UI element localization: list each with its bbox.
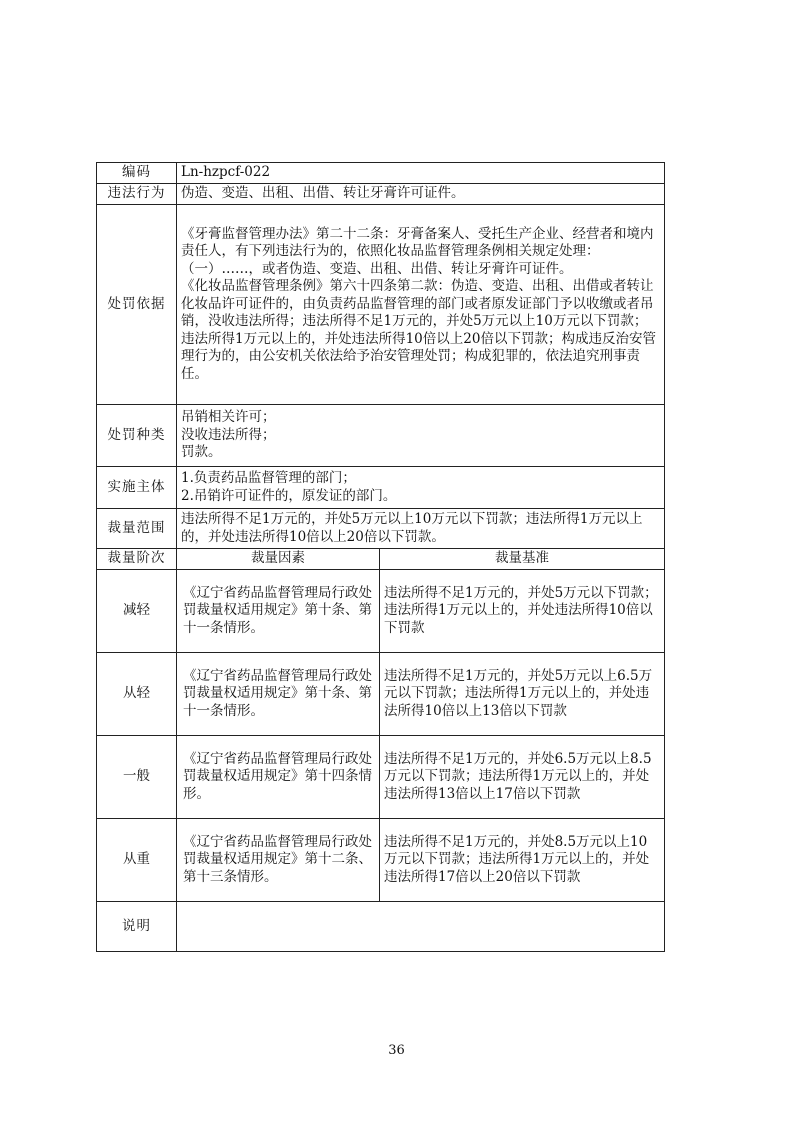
list-item: 罚款。 bbox=[181, 444, 222, 461]
basis-text bbox=[177, 205, 665, 405]
level-label: 从重 bbox=[97, 819, 177, 902]
violation-value: 伪造、变造、出租、出借、转让牙膏许可证件。 bbox=[177, 184, 665, 205]
level-label: 一般 bbox=[97, 736, 177, 819]
levels-header-row bbox=[97, 549, 665, 570]
level-standard: 违法所得不足1万元的，并处5万元以上6.5万元以下罚款；违法所得1万元以上的，并处违法所得10倍以上13倍以下罚款 bbox=[380, 653, 665, 736]
factor-column-header: 裁量因素 bbox=[177, 549, 380, 570]
level-factor: 《辽宁省药品监督管理局行政处罚裁量权适用规定》第十条、第十一条情形。 bbox=[177, 653, 380, 736]
level-label: 减轻 bbox=[97, 570, 177, 653]
level-standard: 违法所得不足1万元的，并处5万元以下罚款；违法所得1万元以上的，并处违法所得10倍以下罚款 bbox=[380, 570, 665, 653]
basis-label: 处罚依据 bbox=[97, 205, 177, 405]
basis-row bbox=[97, 205, 665, 405]
level-standard: 违法所得不足1万元的，并处8.5万元以上10万元以下罚款；违法所得1万元以上的，并处违法所得17倍以上20倍以下罚款 bbox=[380, 819, 665, 902]
range-label: 裁量范围 bbox=[97, 509, 177, 549]
list-item: 2.吊销许可证件的，原发证的部门。 bbox=[181, 487, 397, 504]
level-factor: 《辽宁省药品监督管理局行政处罚裁量权适用规定》第十二条、第十三条情形。 bbox=[177, 819, 380, 902]
violation-row bbox=[97, 184, 665, 205]
table-row bbox=[97, 653, 665, 736]
level-standard: 违法所得不足1万元的，并处6.5万元以上8.5万元以下罚款；违法所得1万元以上的，并处违法所得13倍以上17倍以下罚款 bbox=[380, 736, 665, 819]
list-item: 吊销相关许可； bbox=[181, 409, 276, 426]
list-item: 没收违法所得； bbox=[181, 426, 276, 443]
subject-row bbox=[97, 467, 665, 509]
standard-column-header: 裁量基准 bbox=[380, 549, 665, 570]
basis-paragraph: 《牙膏监督管理办法》第二十二条：牙膏备案人、受托生产企业、经营者和境内责任人，有下列违法行为的，依照化妆品监督管理条例相关规定处理：（一）……，或者伪造、变造、出租、出借、转让牙膏许可证件。 bbox=[181, 225, 654, 277]
violation-label: 违法行为 bbox=[97, 184, 177, 205]
penalty-discretion-table bbox=[96, 162, 665, 952]
penalty-types-row bbox=[97, 405, 665, 467]
level-label: 从轻 bbox=[97, 653, 177, 736]
penalty-types-list bbox=[177, 405, 665, 467]
notes-label: 说明 bbox=[97, 902, 177, 952]
level-factor: 《辽宁省药品监督管理局行政处罚裁量权适用规定》第十条、第十一条情形。 bbox=[177, 570, 380, 653]
page-number: 36 bbox=[388, 1043, 405, 1058]
level-column-header: 裁量阶次 bbox=[97, 549, 177, 570]
penalty-types-label: 处罚种类 bbox=[97, 405, 177, 467]
code-value: Ln-hzpcf-022 bbox=[177, 163, 665, 184]
code-row bbox=[97, 163, 665, 184]
level-factor: 《辽宁省药品监督管理局行政处罚裁量权适用规定》第十四条情形。 bbox=[177, 736, 380, 819]
list-item: 1.负责药品监督管理的部门； bbox=[181, 470, 356, 486]
subject-label: 实施主体 bbox=[97, 467, 177, 509]
range-row bbox=[97, 509, 665, 549]
notes-row bbox=[97, 902, 665, 952]
notes-value bbox=[177, 902, 665, 952]
basis-paragraph: 《化妆品监督管理条例》第六十四条第二款：伪造、变造、出租、出借或者转让化妆品许可证件的，由负责药品监督管理的部门或者原发证部门予以收缴或者吊销，没收违法所得；违法所得不足1万元的，并处5万元以上10万元以下罚款；违法所得1万元以上的，并处违法所得10倍以上20倍以下罚款；构成违反治安管理行为的，由公安机关依法给予治安管理处罚；构成犯罪的，依法追究刑事责任。 bbox=[181, 278, 656, 382]
range-value: 违法所得不足1万元的，并处5万元以上10万元以下罚款；违法所得1万元以上的，并处违法所得10倍以上20倍以下罚款。 bbox=[177, 509, 665, 549]
code-label: 编码 bbox=[97, 163, 177, 184]
table-row bbox=[97, 570, 665, 653]
subject-list bbox=[177, 467, 665, 509]
table-row bbox=[97, 736, 665, 819]
table-row bbox=[97, 819, 665, 902]
